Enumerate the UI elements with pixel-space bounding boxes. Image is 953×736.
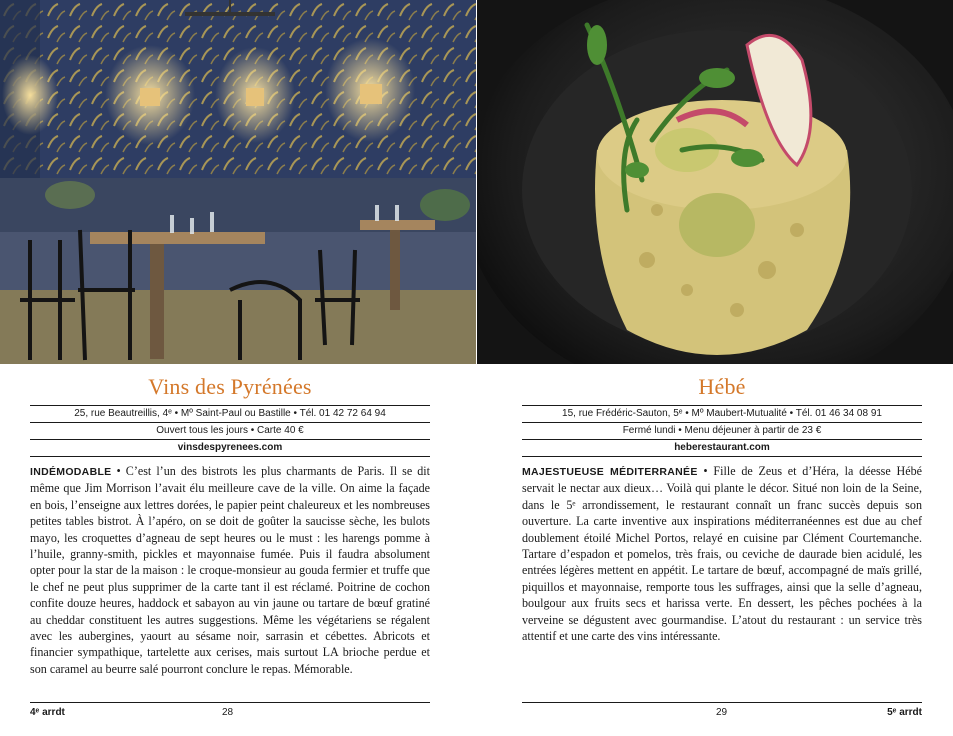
restaurant-entry-hebe [522, 372, 922, 644]
address-line: 15, rue Frédéric-Sauton, 5ᵉ • Mº Maubert-Mutualité • Tél. 01 46 34 08 91 [522, 406, 922, 423]
restaurant-title: Hébé [698, 374, 746, 399]
practical-info [522, 405, 922, 457]
left-page [0, 0, 476, 736]
restaurant-entry-vins-des-pyrenees [30, 372, 430, 677]
page-number: 28 [222, 707, 234, 718]
dish-photo [477, 0, 953, 364]
review-body: • Fille de Zeus et d’Héra, la déesse Hébé servait le nectar aux dieux… Voilà qui plante le décor. Situé non loin de la Seine, dans le 5ᵉ arrondissement, le restaurant connaît un franc succès depuis son ouverture. La carte inventive aux inspirations méditerranéennes est due au chef doublement étoilé Michel Portos, relayé en cuisine par Clément Courtemanche. Tartare d’espadon et pomelos, très frais, ou ceviche de daurade bien acidulé, les entrées légères mettent en appétit. Le tartare de bœuf, accompagné de maïs grillé, piquillos et mayonnaise, remporte tous les suffrages, ainsi que la selle d’agneau, boulgour aux fruits secs et harissa verte. En dessert, les pêches pochées à la verveine se dégustent avec gourmandise. L’atout du restaurant : un service très attentif et une carte des vins intéressante. [522, 464, 923, 644]
practical-info [30, 405, 430, 457]
hours-line: Fermé lundi • Menu déjeuner à partir de 23 € [522, 423, 922, 440]
arrondissement-label: 5ᵉ arrdt [887, 707, 922, 718]
restaurant-title: Vins des Pyrénées [148, 374, 312, 399]
address-line: 25, rue Beautreillis, 4ᵉ • Mº Saint-Paul ou Bastille • Tél. 01 42 72 64 94 [30, 406, 430, 423]
review-text [522, 463, 922, 644]
review-text [30, 463, 430, 677]
right-page [477, 0, 953, 736]
page-footer [522, 702, 922, 722]
arrondissement-label: 4ᵉ arrdt [30, 707, 65, 718]
review-lead: MAJESTUEUSE MÉDITERRANÉE [522, 466, 698, 478]
page-footer [30, 702, 430, 722]
restaurant-interior-photo [0, 0, 476, 364]
website-link[interactable]: heberestaurant.com [522, 440, 922, 457]
review-lead: INDÉMODABLE [30, 466, 112, 478]
review-body: • C’est l’un des bistrots les plus charmants de Paris. Il se dit même que Jim Morrison l’avait élu meilleure cave de la ville. On aime la façade en bois, l’enseigne aux lettres dorées, le papier peint chaleureux et les nombreuses petites tables bistrot. À l’apéro, on se doit de goûter la saucisse sèche, les bulots mayo, les croquettes d’agneau de sept heures ou le must : les harengs pomme à l’huile, granny-smith, pickles et mayonnaise fumée. Puis il faudra absolument opter pour la star de la maison : le croque-monsieur au gouda fermier et truffe que le chef ne peut plus supprimer de la carte tant il est réclamé. Poitrine de cochon confite douze heures, haddock et sabayon au vin jaune ou tartare de bœuf gratiné au cheddar constituent les autres suggestions. Même les végétariens se régalent avec les aubergines, yaourt au sésame noir, sarrasin et cébettes. Abricots et financier sympathique, tartelette aux cerises, mais surtout LA brioche perdue et son caramel au beurre salé pourront conclure le repas. Mémorable. [30, 464, 430, 676]
page-number: 29 [716, 707, 728, 718]
website-link[interactable]: vinsdespyrenees.com [30, 440, 430, 457]
hours-line: Ouvert tous les jours • Carte 40 € [30, 423, 430, 440]
